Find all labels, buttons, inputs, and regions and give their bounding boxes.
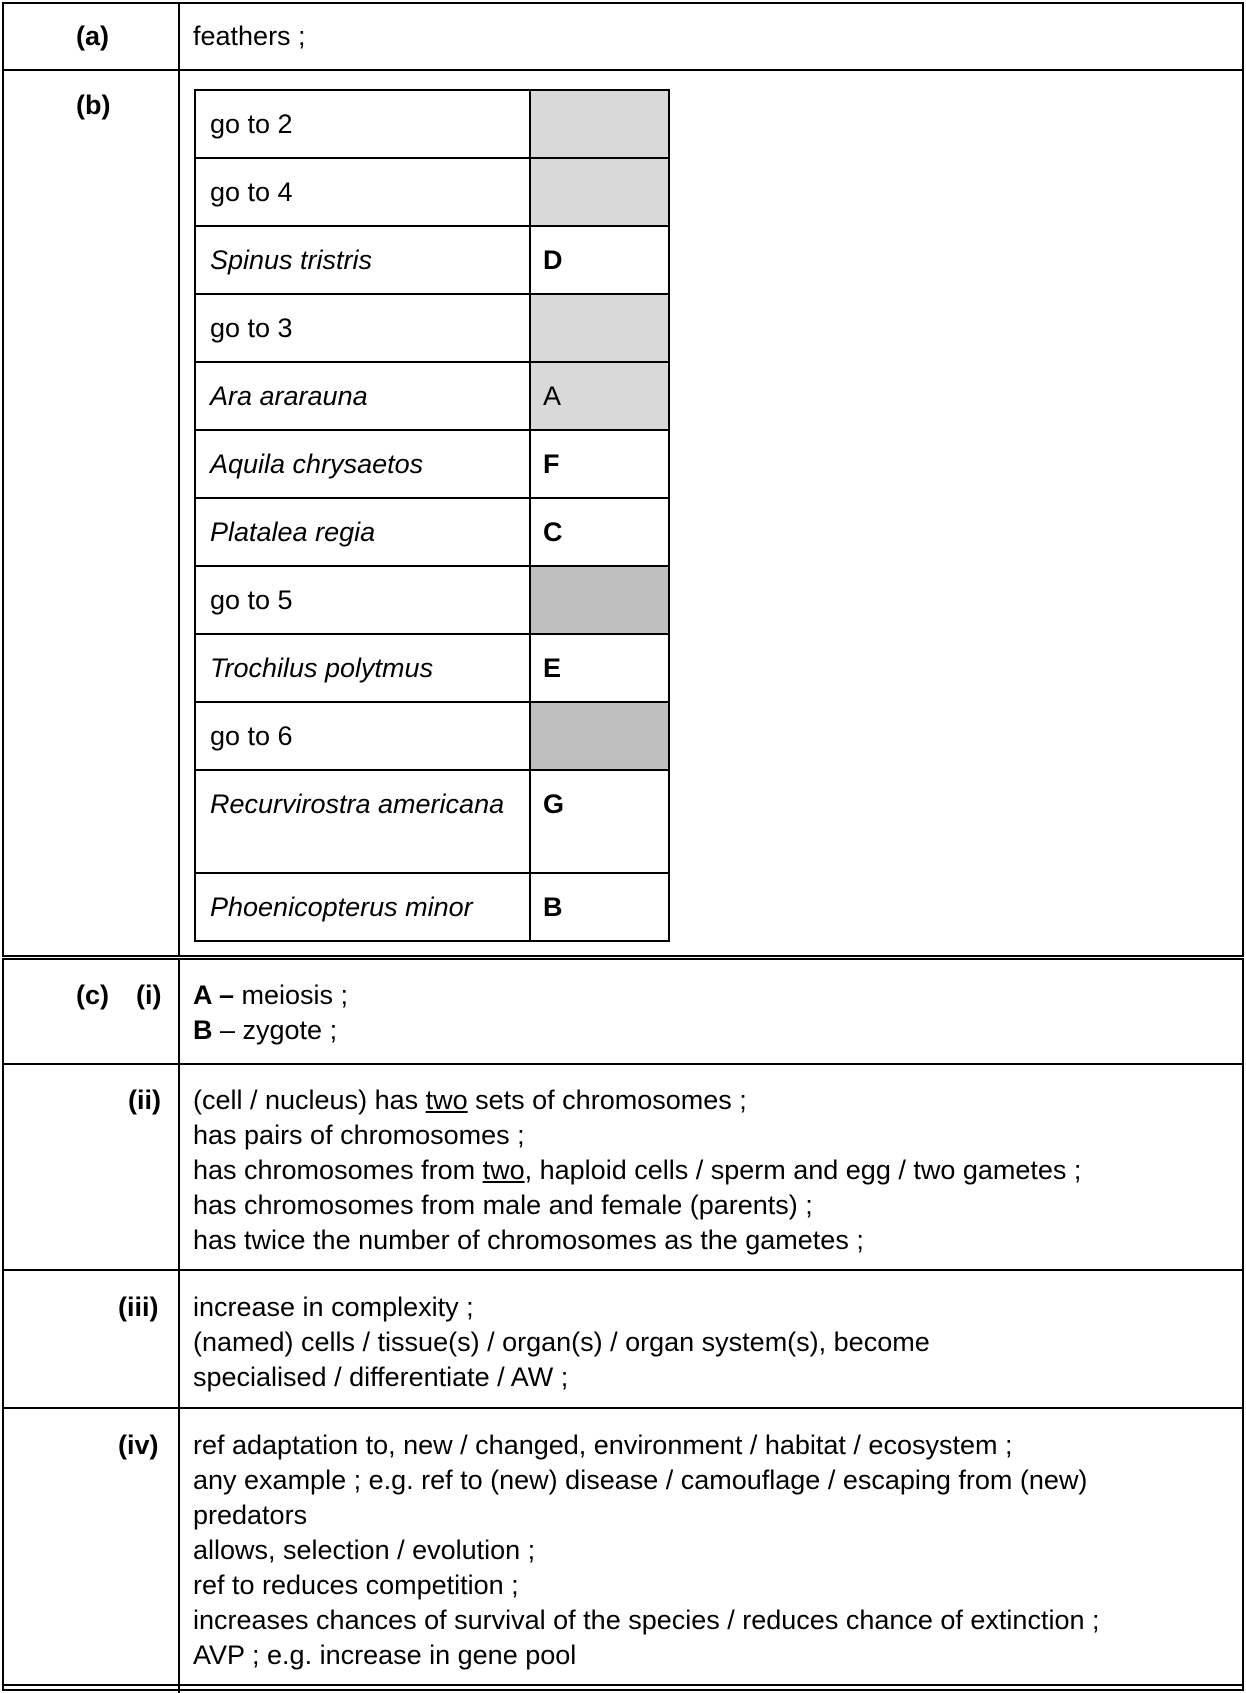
key-row: [195, 90, 669, 158]
key-row-description: [195, 566, 530, 634]
key-row: [195, 294, 669, 362]
text-segment: (cell / nucleus) has: [193, 1085, 426, 1115]
part-c-iii-answer: [193, 1290, 930, 1395]
answer-line: [193, 1083, 1081, 1118]
row-divider-iv-end: [2, 1684, 1244, 1686]
key-row-letter: [530, 294, 669, 362]
key-row-text: go to 6: [210, 720, 293, 751]
key-row-description: [195, 362, 530, 430]
answer-line-a: [193, 978, 348, 1013]
key-row-letter: A: [530, 362, 669, 430]
key-row-text: Aquila chrysaetos: [210, 448, 424, 479]
part-c-label: (c): [76, 980, 109, 1010]
text-segment: , haploid cells / sperm and egg / two gametes ;: [524, 1155, 1082, 1185]
answer-line: predators: [193, 1500, 308, 1530]
dichotomous-key-table: [194, 89, 670, 942]
upper-column-divider: [178, 2, 180, 957]
answer-line: (named) cells / tissue(s) / organ(s) / organ system(s), become: [193, 1327, 930, 1357]
key-row: [195, 770, 669, 873]
row-divider-a-b: [2, 69, 1244, 71]
underlined-word: two: [482, 1155, 525, 1185]
answer-line: increase in complexity ;: [193, 1292, 474, 1322]
key-row-letter: [530, 702, 669, 770]
key-row-text: Ara ararauna: [210, 380, 368, 411]
answer-line: AVP ; e.g. increase in gene pool: [193, 1640, 577, 1670]
key-row: [195, 362, 669, 430]
key-row: [195, 873, 669, 941]
answer-line: ref adaptation to, new / changed, environment / habitat / ecosystem ;: [193, 1430, 1013, 1460]
label-b: B: [193, 1015, 213, 1045]
lower-column-divider: [178, 958, 180, 1693]
key-row-letter: [530, 566, 669, 634]
answer-line: ref to reduces competition ;: [193, 1570, 519, 1600]
key-row-description: [195, 770, 530, 873]
part-c-iii-label: (iii): [118, 1292, 159, 1322]
key-row-description: [195, 634, 530, 702]
key-row: [195, 498, 669, 566]
key-row-letter: G: [530, 770, 669, 873]
answer-line: has twice the number of chromosomes as the gametes ;: [193, 1225, 864, 1255]
part-c-ii-answer: [193, 1083, 1081, 1258]
part-c-iv-answer: [193, 1428, 1099, 1673]
answer-line: allows, selection / evolution ;: [193, 1535, 536, 1565]
part-b-label: (b): [76, 90, 111, 120]
text-segment: sets of chromosomes ;: [467, 1085, 747, 1115]
answer-line: [193, 1153, 1081, 1188]
key-row-description: [195, 873, 530, 941]
key-row-letter: E: [530, 634, 669, 702]
text-a: meiosis ;: [234, 980, 349, 1010]
key-row: [195, 634, 669, 702]
key-row-letter: B: [530, 873, 669, 941]
answer-line: has pairs of chromosomes ;: [193, 1120, 525, 1150]
key-row-text: Spinus tristris: [210, 244, 373, 275]
part-a-label: (a): [76, 21, 109, 51]
key-row-description: [195, 430, 530, 498]
key-row-description: [195, 702, 530, 770]
key-row: [195, 566, 669, 634]
key-row-description: [195, 294, 530, 362]
key-row-text: Trochilus polytmus: [210, 652, 434, 683]
key-row-text: go to 4: [210, 176, 293, 207]
underlined-word: two: [425, 1085, 468, 1115]
row-divider-ii-iii: [2, 1269, 1244, 1271]
key-row-letter: [530, 158, 669, 226]
answer-line-b: [193, 1013, 348, 1048]
key-row: [195, 226, 669, 294]
key-row-description: [195, 498, 530, 566]
key-row-letter: D: [530, 226, 669, 294]
answer-line: any example ; e.g. ref to (new) disease / camouflage / escaping from (new): [193, 1465, 1088, 1495]
key-row-letter: F: [530, 430, 669, 498]
part-c-iv-label: (iv): [118, 1430, 159, 1460]
part-a-answer: feathers ;: [193, 21, 306, 51]
text-segment: has chromosomes from: [193, 1155, 483, 1185]
key-row-text: Recurvirostra americana: [210, 789, 505, 819]
part-c-ii-label: (ii): [128, 1085, 161, 1115]
key-row-letter: [530, 90, 669, 158]
key-row-description: [195, 226, 530, 294]
key-row-text: Phoenicopterus minor: [210, 891, 473, 922]
row-divider-iii-iv: [2, 1407, 1244, 1409]
key-row-text: Platalea regia: [210, 516, 376, 547]
row-divider-i-ii: [2, 1063, 1244, 1065]
key-row-text: go to 5: [210, 584, 293, 615]
answer-line: has chromosomes from male and female (parents) ;: [193, 1190, 813, 1220]
text-b: – zygote ;: [212, 1015, 338, 1045]
part-c-i-answer: [193, 978, 348, 1048]
key-row: [195, 702, 669, 770]
key-row-description: [195, 90, 530, 158]
label-a: A –: [193, 980, 235, 1010]
answer-line: increases chances of survival of the species / reduces chance of extinction ;: [193, 1605, 1100, 1635]
answer-line: specialised / differentiate / AW ;: [193, 1362, 569, 1392]
key-row: [195, 158, 669, 226]
key-row-letter: C: [530, 498, 669, 566]
key-row: [195, 430, 669, 498]
key-row-description: [195, 158, 530, 226]
key-row-text: go to 3: [210, 312, 293, 343]
part-c-i-label: (i): [136, 980, 162, 1010]
key-row-text: go to 2: [210, 108, 293, 139]
